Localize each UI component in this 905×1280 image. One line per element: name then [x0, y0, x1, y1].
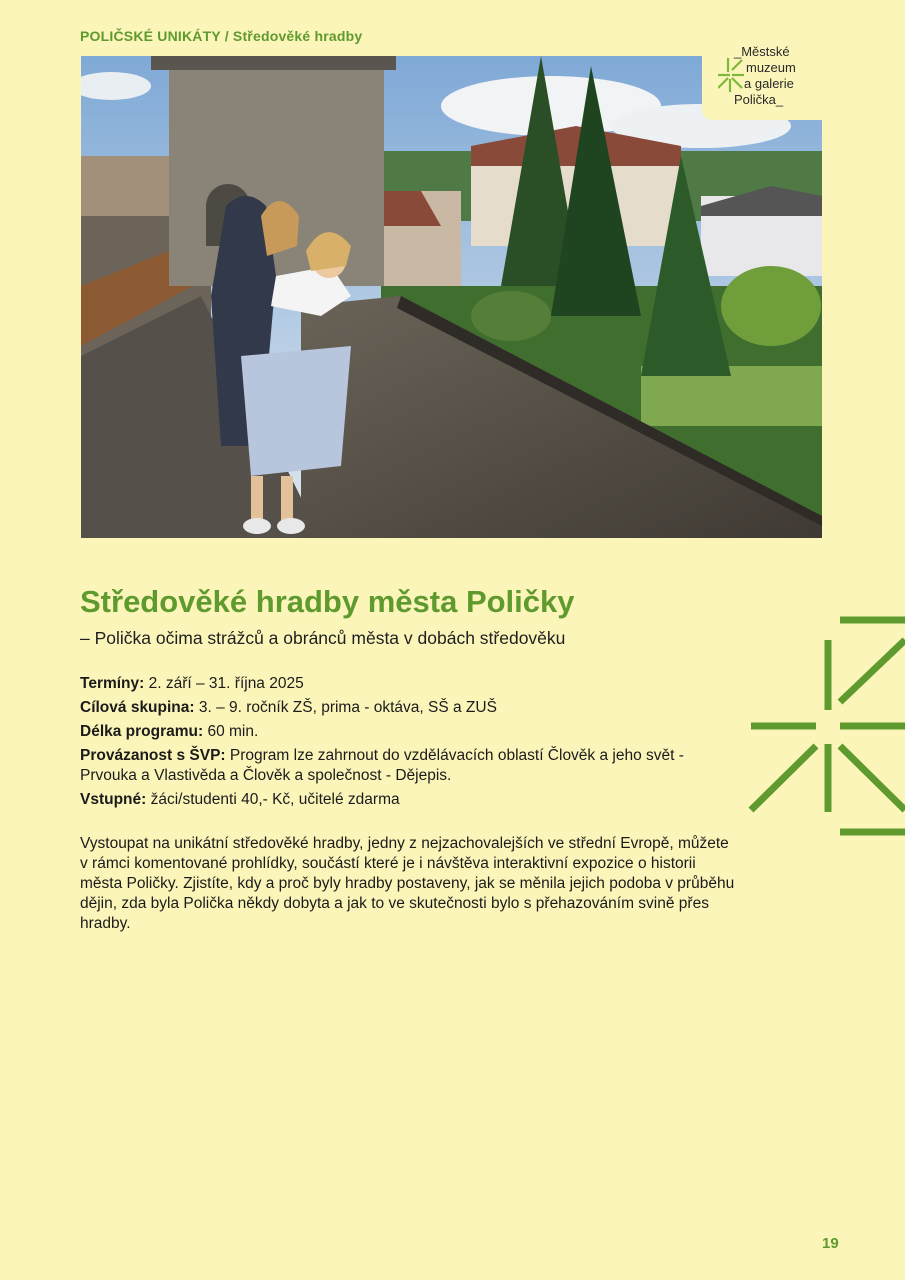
- detail-value: žáci/studenti 40,- Kč, učitelé zdarma: [146, 791, 400, 808]
- logo-line-2: muzeum: [746, 60, 796, 75]
- program-details: [80, 674, 740, 814]
- detail-duration: [80, 722, 740, 742]
- article-subtitle: – Polička očima strážců a obránců města v dobách středověku: [80, 628, 566, 648]
- logo-line-3: a galerie: [744, 76, 794, 91]
- decorative-museum-mark-icon: [748, 612, 905, 838]
- detail-value: Program lze zahrnout do vzdělávacích oblastí Člověk a jeho svět - Prvouka a Vlastivěda a Člověk a společnost - Dějepis.: [80, 747, 684, 784]
- breadcrumb-separator: /: [224, 28, 229, 44]
- detail-label: Cílová skupina:: [80, 699, 195, 716]
- detail-value: 2. září – 31. října 2025: [144, 675, 304, 692]
- detail-admission: [80, 790, 740, 810]
- detail-curriculum: [80, 746, 740, 786]
- article-title: Středověké hradby města Poličky: [80, 584, 575, 619]
- detail-value: 60 min.: [203, 723, 259, 740]
- museum-logo-text: [734, 44, 820, 108]
- photo-of-city-walls: [81, 56, 822, 538]
- detail-label: Vstupné:: [80, 791, 147, 808]
- breadcrumb-section: POLIČSKÉ UNIKÁTY: [80, 28, 221, 44]
- logo-line-1: _Městské: [734, 44, 790, 59]
- detail-dates: [80, 674, 740, 694]
- detail-value: 3. – 9. ročník ZŠ, prima - oktáva, SŠ a ZUŠ: [194, 699, 497, 716]
- detail-label: Termíny:: [80, 675, 145, 692]
- detail-target-group: [80, 698, 740, 718]
- detail-label: Délka programu:: [80, 723, 204, 740]
- logo-line-4: Polička_: [734, 92, 784, 107]
- page-number: 19: [822, 1235, 839, 1252]
- hero-photo: [81, 56, 822, 538]
- breadcrumb-topic: Středověké hradby: [232, 28, 363, 44]
- breadcrumb: [80, 28, 362, 44]
- article-body: Vystoupat na unikátní středověké hradby, jedny z nejzachovalejších ve střední Evropě, můžete v rámci komentované prohlídky, součástí které je i návštěva interaktivní expozice o historii města Poličky. Zjistíte, kdy a proč byly hradby postaveny, jak se měnila jejich podoba v průběhu dějin, zda byla Polička někdy dobyta a jak to ve skutečnosti bylo s přehazováním svině přes hradby.: [80, 835, 735, 932]
- detail-label: Provázanost s ŠVP:: [80, 747, 226, 764]
- museum-logo: [702, 40, 822, 120]
